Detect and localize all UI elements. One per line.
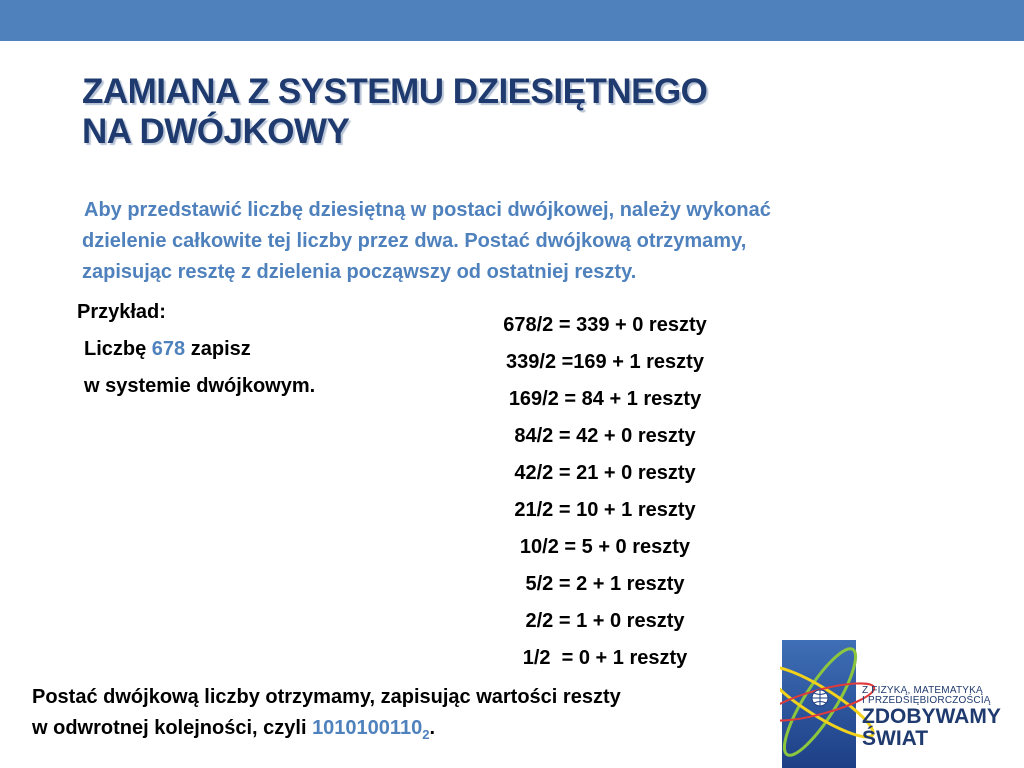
division-step: 5/2 = 2 + 1 reszty: [525, 573, 685, 595]
example-number: 678: [151, 338, 186, 360]
result-line-2: [32, 713, 621, 750]
logo-text: [862, 686, 1001, 750]
example-text-post: zapisz: [185, 338, 251, 360]
example-line-2: w systemie dwójkowym.: [84, 375, 316, 397]
result-text-post: .: [429, 717, 435, 739]
division-step: 42/2 = 21 + 0 reszty: [514, 462, 696, 484]
result-text-pre: w odwrotnej kolejności, czyli: [32, 717, 313, 739]
division-step: 2/2 = 1 + 0 reszty: [525, 610, 685, 632]
division-step: 1/2 = 0 + 1 reszty: [522, 647, 688, 669]
intro-paragraph: [82, 195, 982, 288]
binary-base: 2: [422, 727, 430, 742]
example-block: [77, 294, 315, 405]
logo-big-line-2: ŚWIAT: [862, 727, 929, 750]
example-label: Przykład:: [77, 301, 166, 323]
intro-line-3: zapisując resztę z dzielenia począwszy od ostatniej reszty.: [82, 261, 637, 283]
division-step: 678/2 = 339 + 0 reszty: [503, 314, 707, 336]
slide-title: [82, 72, 707, 152]
example-text-pre: Liczbę: [84, 338, 152, 360]
intro-line-2: dzielenie całkowite tej liczby przez dwa. Postać dwójkową otrzymamy,: [82, 230, 747, 252]
slide-title-line-2: NA DWÓJKOWY: [82, 112, 350, 151]
division-step: 21/2 = 10 + 1 reszty: [514, 499, 696, 521]
result-line-1: Postać dwójkową liczby otrzymamy, zapisując wartości reszty: [32, 686, 621, 708]
slide-title-line-1: ZAMIANA Z SYSTEMU DZIESIĘTNEGO: [82, 72, 708, 111]
binary-result: [312, 717, 430, 742]
division-steps: [420, 307, 790, 677]
example-line-1: [77, 331, 315, 368]
result-paragraph: [32, 682, 621, 750]
logo-small-line-2: I PRZEDSIĘBIORCZOŚCIĄ: [862, 695, 991, 706]
intro-line-1: Aby przedstawić liczbę dziesiętną w postaci dwójkowej, należy wykonać: [84, 199, 771, 221]
division-step: 169/2 = 84 + 1 reszty: [508, 388, 702, 410]
division-step: 84/2 = 42 + 0 reszty: [514, 425, 696, 447]
division-step: 10/2 = 5 + 0 reszty: [519, 536, 691, 558]
logo-big-line-1: ZDOBYWAMY: [862, 705, 1001, 728]
top-bar: [0, 0, 1024, 41]
division-step: 339/2 =169 + 1 reszty: [506, 351, 704, 373]
logo-small-line-1: Z FIZYKĄ, MATEMATYKĄ: [862, 685, 983, 696]
binary-digits: 1010100110: [312, 717, 423, 739]
